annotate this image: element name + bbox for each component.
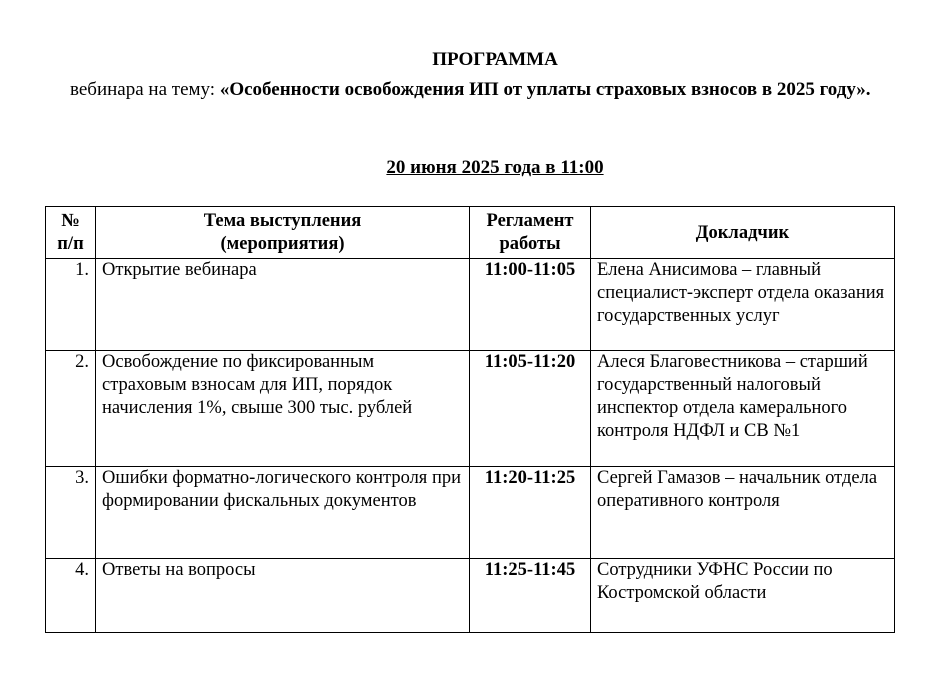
webinar-topic	[70, 76, 940, 103]
topic-prefix: вебинара на тему:	[70, 79, 220, 100]
table-header-row	[46, 207, 895, 259]
row-time: 11:05-11:20	[470, 351, 591, 467]
header-speaker: Докладчик	[591, 207, 895, 259]
row-speaker: Алеся Благовестникова – старший государственный налоговый инспектор отдела камерального контроля НДФЛ и СВ №1	[591, 351, 895, 467]
header-time: Регламент работы	[470, 207, 591, 259]
row-topic: Открытие вебинара	[96, 259, 470, 351]
table-row	[46, 559, 895, 633]
table-row	[46, 467, 895, 559]
row-time: 11:00-11:05	[470, 259, 591, 351]
row-time: 11:25-11:45	[470, 559, 591, 633]
row-num: 2.	[46, 351, 96, 467]
row-speaker: Елена Анисимова – главный специалист-эксперт отдела оказания государственных услуг	[591, 259, 895, 351]
table-row	[46, 259, 895, 351]
row-time: 11:20-11:25	[470, 467, 591, 559]
row-topic: Ответы на вопросы	[96, 559, 470, 633]
row-speaker: Сотрудники УФНС России по Костромской области	[591, 559, 895, 633]
table-row	[46, 351, 895, 467]
header-topic: Тема выступления (мероприятия)	[96, 207, 470, 259]
program-table	[45, 206, 895, 633]
document-title: ПРОГРАММА	[432, 49, 558, 70]
row-topic: Ошибки форматно-логического контроля при формировании фискальных документов	[96, 467, 470, 559]
topic-title: «Особенности освобождения ИП от уплаты страховых взносов в 2025 году».	[219, 79, 871, 100]
row-num: 4.	[46, 559, 96, 633]
header-num: № п/п	[46, 207, 96, 259]
row-speaker: Сергей Гамазов – начальник отдела оперативного контроля	[591, 467, 895, 559]
row-num: 3.	[46, 467, 96, 559]
webinar-date: 20 июня 2025 года в 11:00	[386, 157, 604, 178]
row-topic: Освобождение по фиксированным страховым взносам для ИП, порядок начисления 1%, свыше 300 тыс. рублей	[96, 351, 470, 467]
row-num: 1.	[46, 259, 96, 351]
